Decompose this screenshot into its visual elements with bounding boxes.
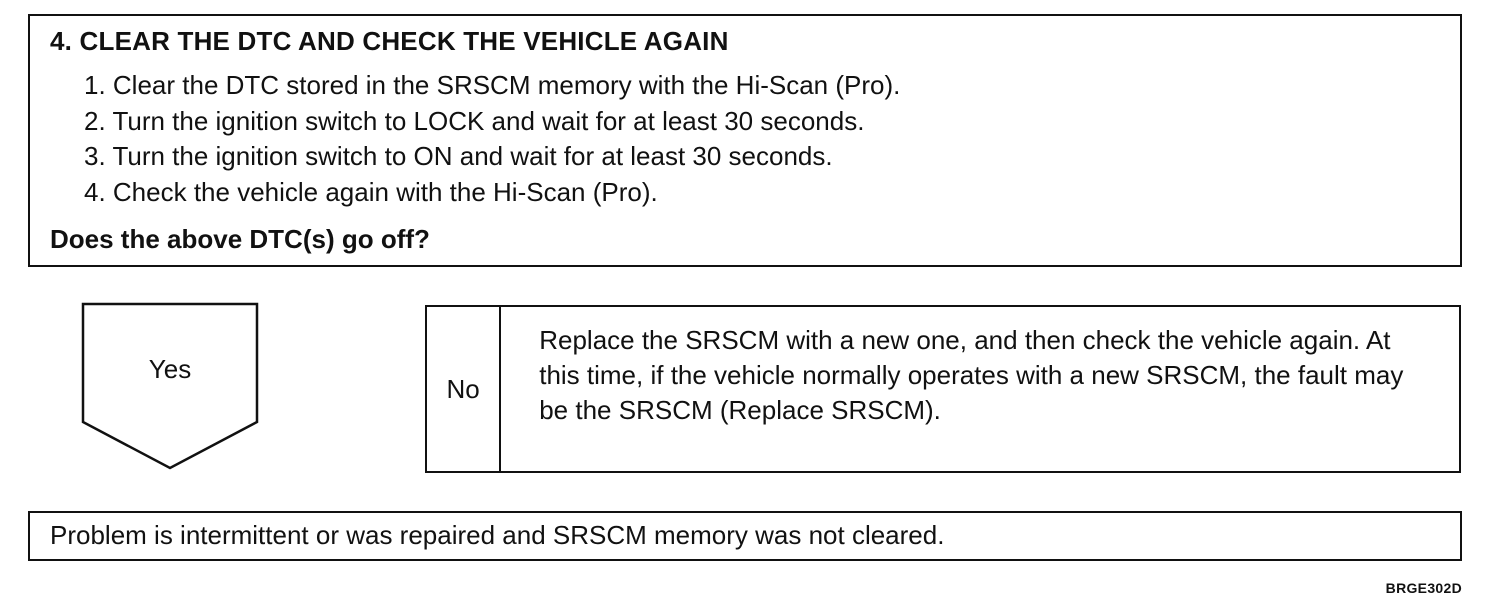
- step-item: 4. Check the vehicle again with the Hi-Scan (Pro).: [84, 176, 658, 207]
- step-item: 1. Clear the DTC stored in the SRSCM memory with the Hi-Scan (Pro).: [84, 70, 901, 100]
- no-branch-box: [425, 305, 1461, 473]
- step-list: [84, 68, 900, 210]
- step-question: Does the above DTC(s) go off?: [50, 224, 430, 254]
- no-label: No: [427, 307, 501, 471]
- step-box: [28, 14, 1462, 267]
- step-item: 2. Turn the ignition switch to LOCK and wait for at least 30 seconds.: [84, 105, 865, 136]
- result-box: [28, 511, 1462, 561]
- figure-code: BRGE302D: [1385, 580, 1462, 596]
- no-action-text: Replace the SRSCM with a new one, and then check the vehicle again. At this time, if the vehicle normally operates with a new SRSCM, the fault may be the SRSCM (Replace SRSCM).: [539, 325, 1404, 425]
- yes-label: Yes: [148, 354, 192, 384]
- result-text: Problem is intermittent or was repaired and SRSCM memory was not cleared.: [50, 520, 945, 550]
- yes-arrow-shape: [80, 302, 260, 472]
- step-item: 3. Turn the ignition switch to ON and wait for at least 30 seconds.: [84, 141, 833, 171]
- step-title: 4. CLEAR THE DTC AND CHECK THE VEHICLE AGAIN: [50, 26, 729, 56]
